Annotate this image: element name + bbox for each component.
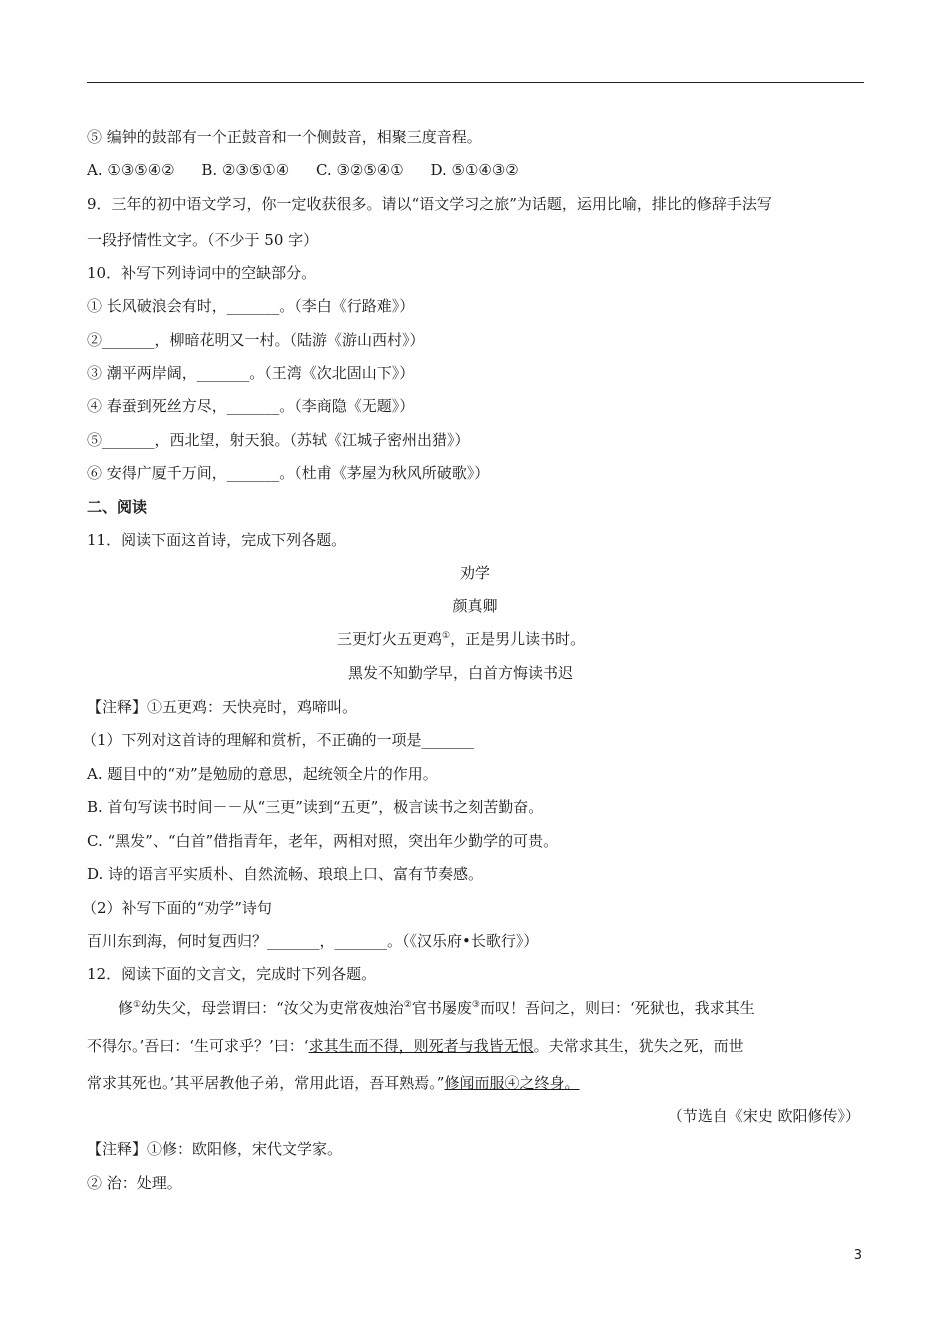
q10-title: 10．补写下列诗词中的空缺部分。 — [87, 264, 317, 282]
poem-fill-6: ⑥ 安得广厦千万间，_______。（杜甫《茅屋为秋风所破歌》） — [87, 464, 490, 482]
text-run: 。夫常求其生，犹失之死，而世 — [533, 1037, 744, 1055]
q11-option-c: C. “黑发”、“白首”借指青年，老年，两相对照，突出年少勤学的可贵。 — [87, 832, 559, 850]
underlined-sentence: 修闻而服④之终身。 — [444, 1074, 580, 1092]
poem-line-1-a: 三更灯火五更鸡 — [337, 630, 443, 648]
q8-option-d: D. ⑤①④③② — [430, 161, 519, 179]
poem-fill-2: ②_______，柳暗花明又一村。（陆游《游山西村》） — [87, 331, 425, 349]
q11-title: 11．阅读下面这首诗，完成下列各题。 — [87, 531, 347, 549]
poem-author: 颜真卿 — [452, 597, 498, 615]
text-run: 而叹！吾问之，则曰：‘死狱也，我求其生 — [479, 999, 755, 1017]
poem-line-1-b: ，正是男儿读书时。 — [450, 630, 586, 648]
footnote-mark: ① — [133, 1000, 142, 1010]
footnote-mark: ① — [442, 631, 451, 641]
classical-note-2: ② 治：处理。 — [87, 1174, 182, 1192]
text-run: 不得尔。’吾曰：‘生可求乎？’曰：‘ — [87, 1037, 309, 1055]
poem-fill-3: ③ 潮平两岸阔，_______。（王湾《次北固山下》） — [87, 364, 415, 382]
header-rule — [87, 82, 864, 83]
poem-fill-1: ① 长风破浪会有时，_______。（李白《行路难》） — [87, 297, 415, 315]
q9-line-2: 一段抒情性文字。（不少于 50 字） — [87, 231, 319, 249]
q11-option-d: D. 诗的语言平实质朴、自然流畅、琅琅上口、富有节奏感。 — [87, 865, 484, 883]
poem-line-2: 黑发不知勤学早，白首方悔读书迟 — [348, 664, 574, 682]
source-citation: （节选自《宋史 欧阳修传》） — [667, 1107, 860, 1125]
q9-line-1: 9．三年的初中语文学习，你一定收获很多。请以“语文学习之旅”为话题，运用比喻，排比的修辞手法写 — [87, 195, 772, 213]
q8-option-c: C. ③②⑤④① — [315, 161, 404, 179]
page-number: 3 — [853, 1248, 862, 1263]
poem-fill-4: ④ 春蚕到死丝方尽，_______。（李商隐《无题》） — [87, 397, 415, 415]
poem-line-1 — [337, 629, 585, 649]
q12-title: 12．阅读下面的文言文，完成时下列各题。 — [87, 965, 377, 983]
classical-text-line-3 — [87, 1073, 579, 1093]
q8-option-a: A. ①③⑤④② — [87, 161, 175, 179]
q8-option-b: B. ②③⑤①④ — [201, 161, 290, 179]
q8-options — [87, 160, 519, 180]
footnote-mark: ③ — [471, 1000, 480, 1010]
q11-option-b: B. 首句写读书时间－－从“三更”读到“五更”，极言读书之刻苦勤奋。 — [87, 798, 544, 816]
classical-text-line-2 — [87, 1036, 744, 1056]
q11-sub-1: （1）下列对这首诗的理解和赏析，不正确的一项是_______ — [82, 731, 475, 749]
poem-note: 【注释】①五更鸡：天快亮时，鸡啼叫。 — [87, 698, 358, 716]
classical-note-1: 【注释】①修：欧阳修，宋代文学家。 — [87, 1140, 343, 1158]
classical-text-line-1 — [118, 998, 755, 1018]
section-heading-reading: 二、阅读 — [87, 498, 148, 516]
item-5-text: ⑤ 编钟的鼓部有一个正鼓音和一个侧鼓音，相聚三度音程。 — [87, 128, 482, 146]
poem-fill-5: ⑤_______，西北望，射天狼。（苏轼《江城子密州出猎》） — [87, 431, 470, 449]
q11-option-a: A. 题目中的“劝”是勉励的意思，起统领全片的作用。 — [87, 765, 438, 783]
text-run: 常求其死也。’其平居教他子弟，常用此语，吾耳熟焉。” — [87, 1074, 445, 1092]
q11-sub-2: （2）补写下面的“劝学”诗句 — [82, 899, 272, 917]
q11-fill: 百川东到海，何时复西归？_______，_______。（《汉乐府•长歌行》） — [87, 932, 539, 950]
underlined-sentence: 求其生而不得，则死者与我皆无恨 — [308, 1037, 534, 1055]
poem-title: 劝学 — [459, 564, 490, 582]
text-run: 幼失父，母尝谓曰：“汝父为吏常夜烛治 — [141, 999, 404, 1017]
text-run: 修 — [118, 999, 134, 1017]
footnote-mark: ② — [403, 1000, 412, 1010]
text-run: 官书屡废 — [411, 999, 472, 1017]
